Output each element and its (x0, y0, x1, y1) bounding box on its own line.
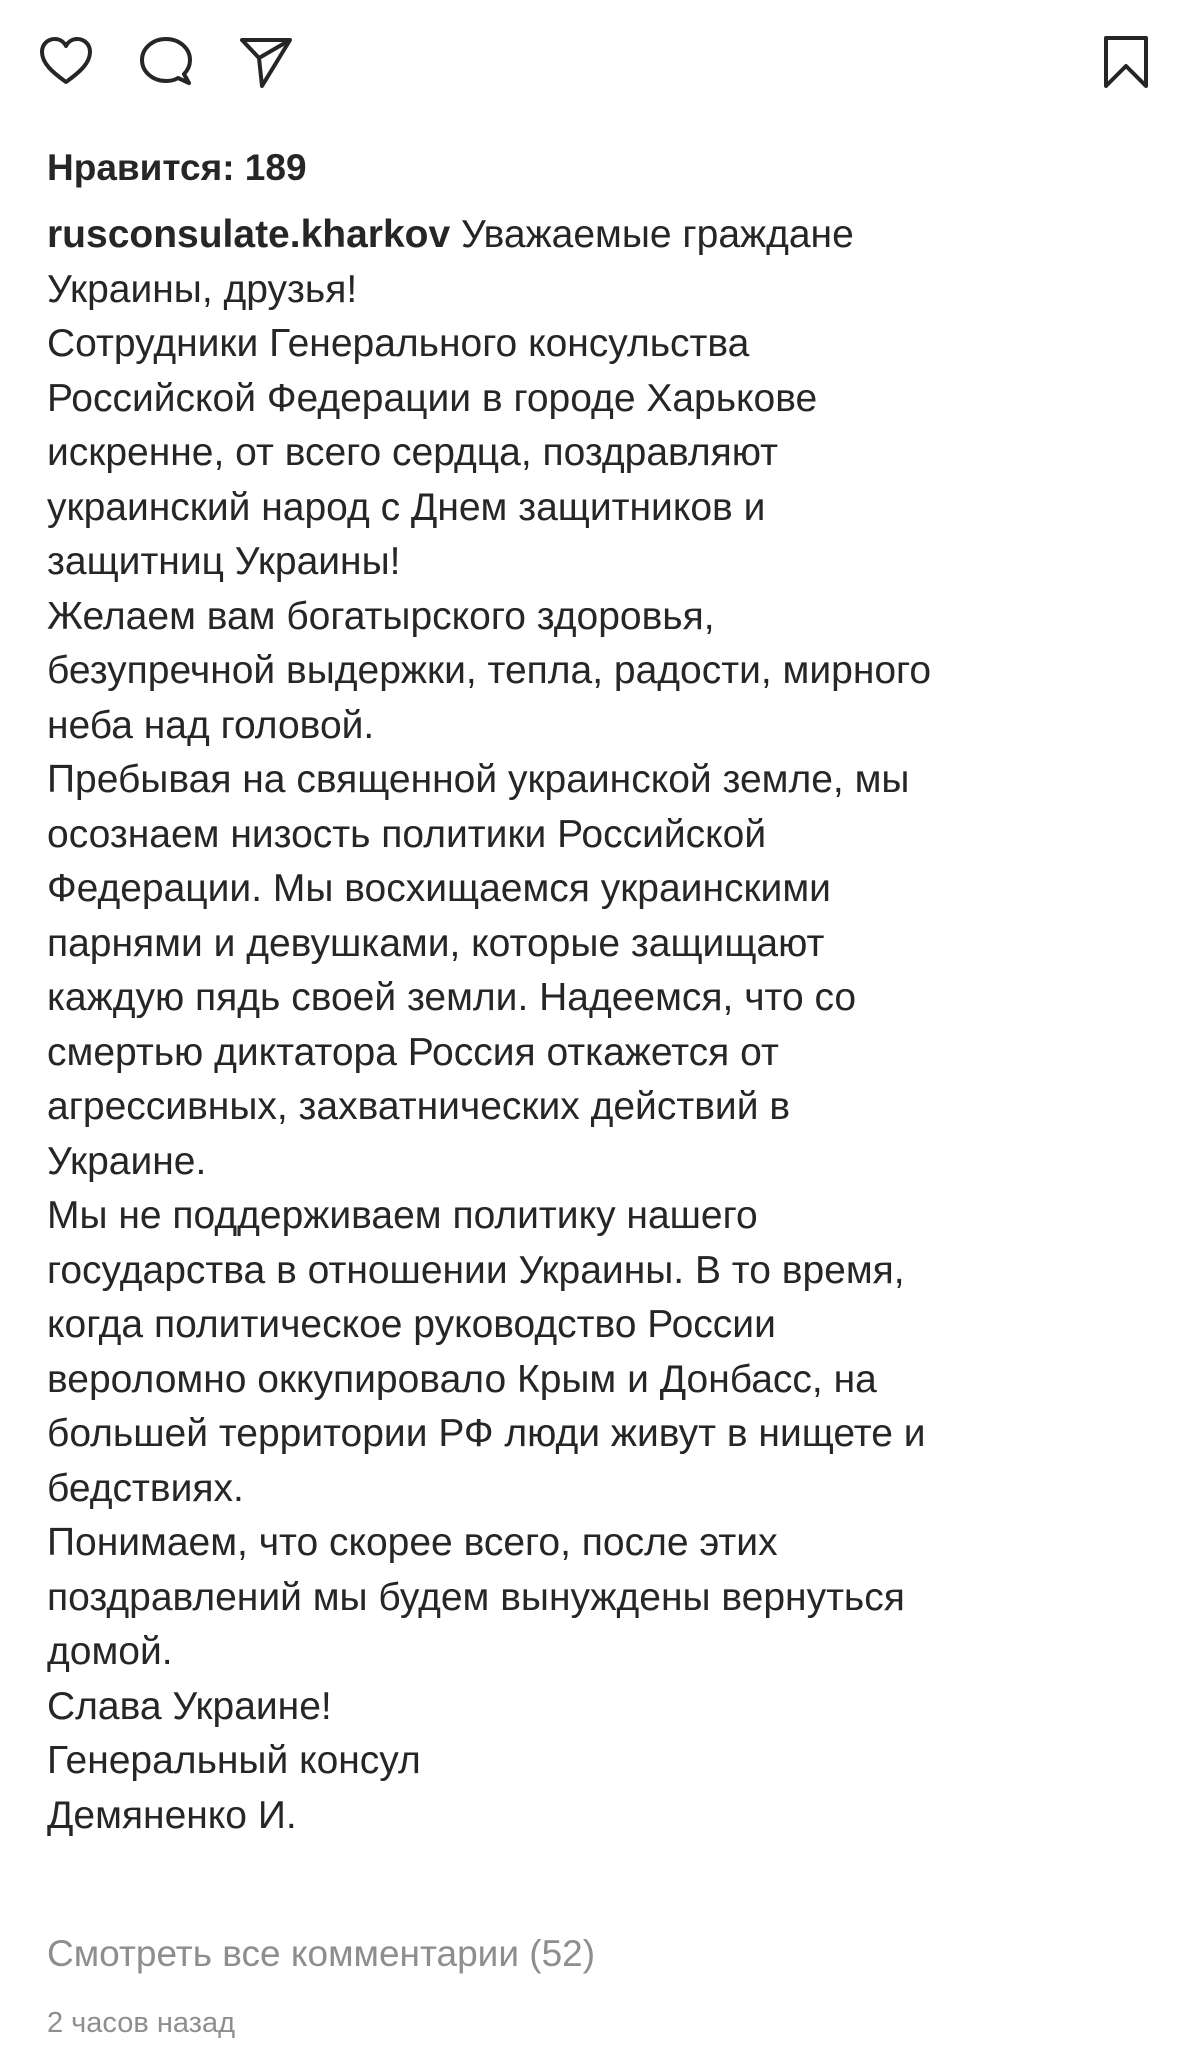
caption-paragraph: Пребывая на священной украинской земле, мы осознаем низость политики Российской Федерации. Мы восхищаемся украинскими парнями и девушками, которые защищают каждую пядь своей земли. Надеемся, что со смертью диктатора Россия откажется от агрессивных, захватнических действий в Украине. (47, 758, 910, 1183)
caption-signature-title: Генеральный консул (47, 1739, 421, 1782)
caption-paragraph (47, 208, 1167, 317)
caption-paragraph: Сотрудники Генерального консульства Российской Федерации в городе Харькове искренне, от всего сердца, поздравляют украинский народ с Днем защитников и защитниц Украины! (47, 322, 818, 583)
caption-paragraph: Желаем вам богатырского здоровья, безупречной выдержки, тепла, радости, мирного неба над головой. (47, 594, 932, 747)
caption-paragraph: Понимаем, что скорее всего, после этих поздравлений мы будем вынуждены вернуться домой. (47, 1521, 905, 1673)
caption-text: Уважаемые граждане Украины, друзья! (47, 213, 854, 311)
caption-paragraph: Слава Украине! (47, 1684, 332, 1728)
caption-paragraph: Мы не поддерживаем политику нашего государства в отношении Украины. В то время, когда политическое руководство России вероломно оккупировало Крым и Донбасс, на большей территории РФ люди живут в нищете и бедствиях. (47, 1194, 926, 1510)
likes-count[interactable]: Нравится: 189 (47, 147, 307, 188)
post-caption (47, 208, 1167, 1843)
post-username[interactable]: rusconsulate.kharkov (47, 213, 451, 256)
bookmark-icon[interactable] (1098, 34, 1154, 90)
view-all-comments-link[interactable]: Смотреть все комментарии (52) (47, 1933, 596, 1974)
post-timestamp[interactable]: 2 часов назад (47, 2007, 236, 2039)
caption-signature-name: Демяненко И. (47, 1793, 297, 1837)
heart-icon[interactable] (38, 34, 94, 90)
paper-plane-icon[interactable] (238, 34, 294, 90)
comment-icon[interactable] (138, 34, 194, 90)
post-action-bar (38, 34, 1168, 104)
